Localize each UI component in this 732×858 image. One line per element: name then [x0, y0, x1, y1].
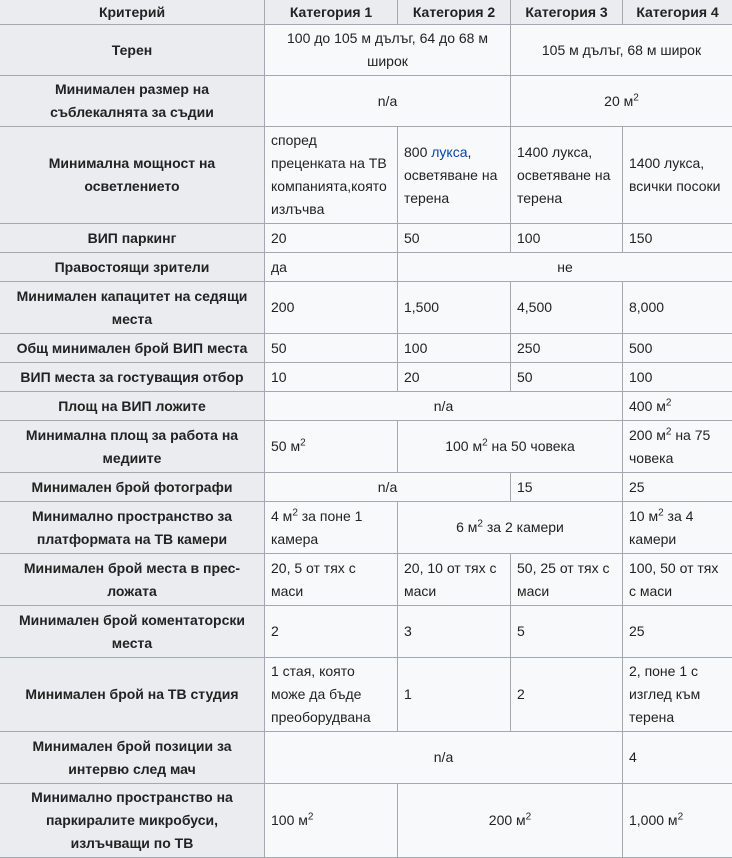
cell: 105 м дълъг, 68 м широк [511, 25, 732, 76]
cell: 100 до 105 м дълъг, 64 до 68 м широк [265, 25, 511, 76]
cell: 200 $м^2$ на 75 човека [623, 421, 732, 473]
row-label: Площ на ВИП ложите [0, 392, 265, 421]
header-category-2: Категория 2 [398, 0, 511, 25]
cell: 20 $м^2$ [511, 76, 732, 127]
cell: 20, 5 от тях с маси [265, 554, 398, 606]
row-label: Минимална площ за работа на медиите [0, 421, 265, 473]
table-row [0, 606, 732, 658]
cell: 150 [623, 224, 732, 253]
cell: не [398, 253, 732, 282]
header-row [0, 0, 732, 25]
cell: 50 [265, 334, 398, 363]
cell: 6 $м^2$ за 2 камери [398, 502, 623, 554]
cell: 25 [623, 606, 732, 658]
cell: 50, 25 от тях с маси [511, 554, 623, 606]
table-row [0, 502, 732, 554]
table-row [0, 127, 732, 224]
cell: 800 лукса, осветяване на терена [398, 127, 511, 224]
cell: да [265, 253, 398, 282]
cell: според преценката на ТВ компанията,която излъчва [265, 127, 398, 224]
table-row [0, 732, 732, 784]
row-label: Минимален брой на ТВ студия [0, 658, 265, 732]
table-row [0, 421, 732, 473]
row-label: Минимално пространство за платформата на ТВ камери [0, 502, 265, 554]
row-label: Минимална мощност на осветлението [0, 127, 265, 224]
table-row [0, 76, 732, 127]
cell: 2 [265, 606, 398, 658]
cell: 400 $м^2$ [623, 392, 732, 421]
row-label: Минимален брой места в прес-ложата [0, 554, 265, 606]
table-row [0, 392, 732, 421]
cell: 50 $м^2$ [265, 421, 398, 473]
table-row [0, 473, 732, 502]
cell: 50 [398, 224, 511, 253]
cell: 1400 лукса, всички посоки [623, 127, 732, 224]
cell: 20 [265, 224, 398, 253]
table-row [0, 282, 732, 334]
lux-link[interactable]: лукса [431, 144, 467, 160]
cell: 100 $м^2$ [265, 784, 398, 858]
cell: 100 [623, 363, 732, 392]
cell: 2, поне 1 с изглед към терена [623, 658, 732, 732]
cell: 100, 50 от тях с маси [623, 554, 732, 606]
cell: 10 [265, 363, 398, 392]
header-category-3: Категория 3 [511, 0, 623, 25]
cell: 50 [511, 363, 623, 392]
table-row [0, 784, 732, 858]
header-category-1: Категория 1 [265, 0, 398, 25]
cell: 3 [398, 606, 511, 658]
cell: 1 [398, 658, 511, 732]
cell: 1400 лукса, осветяване на терена [511, 127, 623, 224]
cell: 10 $м^2$ за 4 камери [623, 502, 732, 554]
row-label: Минимален брой фотографи [0, 473, 265, 502]
cell: 1,000 $м^2$ [623, 784, 732, 858]
table-row [0, 224, 732, 253]
table-row [0, 253, 732, 282]
cell: 20 [398, 363, 511, 392]
header-criterion: Критерий [0, 0, 265, 25]
row-label: Минимален размер на съблекалнята за съдии [0, 76, 265, 127]
table-row [0, 363, 732, 392]
cell: 5 [511, 606, 623, 658]
row-label: Правостоящи зрители [0, 253, 265, 282]
cell: n/a [265, 732, 623, 784]
header-category-4: Категория 4 [623, 0, 732, 25]
table-row [0, 658, 732, 732]
cell: 100 [398, 334, 511, 363]
row-label: Общ минимален брой ВИП места [0, 334, 265, 363]
cell: 100 [511, 224, 623, 253]
row-label: Минимален брой коментаторски места [0, 606, 265, 658]
cell: 100 $м^2$ на 50 човека [398, 421, 623, 473]
cell: n/a [265, 392, 623, 421]
cell: 4,500 [511, 282, 623, 334]
cell: 4 $м^2$ за поне 1 камера [265, 502, 398, 554]
cell: 1 стая, която може да бъде преоборудвана [265, 658, 398, 732]
cell: 8,000 [623, 282, 732, 334]
cell: 500 [623, 334, 732, 363]
table-row [0, 554, 732, 606]
cell: n/a [265, 76, 511, 127]
table-row [0, 334, 732, 363]
cell: n/a [265, 473, 511, 502]
cell: 200 [265, 282, 398, 334]
cell: 2 [511, 658, 623, 732]
cell: 25 [623, 473, 732, 502]
row-label: Терен [0, 25, 265, 76]
row-label: ВИП паркинг [0, 224, 265, 253]
cell: 1,500 [398, 282, 511, 334]
cell: 250 [511, 334, 623, 363]
row-label: Минимален брой позиции за интервю след мач [0, 732, 265, 784]
cell: 200 $м^2$ [398, 784, 623, 858]
table-row [0, 25, 732, 76]
row-label: Минимално пространство на паркиралите микробуси, излъчващи по ТВ [0, 784, 265, 858]
row-label: ВИП места за гостуващия отбор [0, 363, 265, 392]
cell: 15 [511, 473, 623, 502]
cell: 4 [623, 732, 732, 784]
row-label: Минимален капацитет на седящи места [0, 282, 265, 334]
cell: 20, 10 от тях с маси [398, 554, 511, 606]
